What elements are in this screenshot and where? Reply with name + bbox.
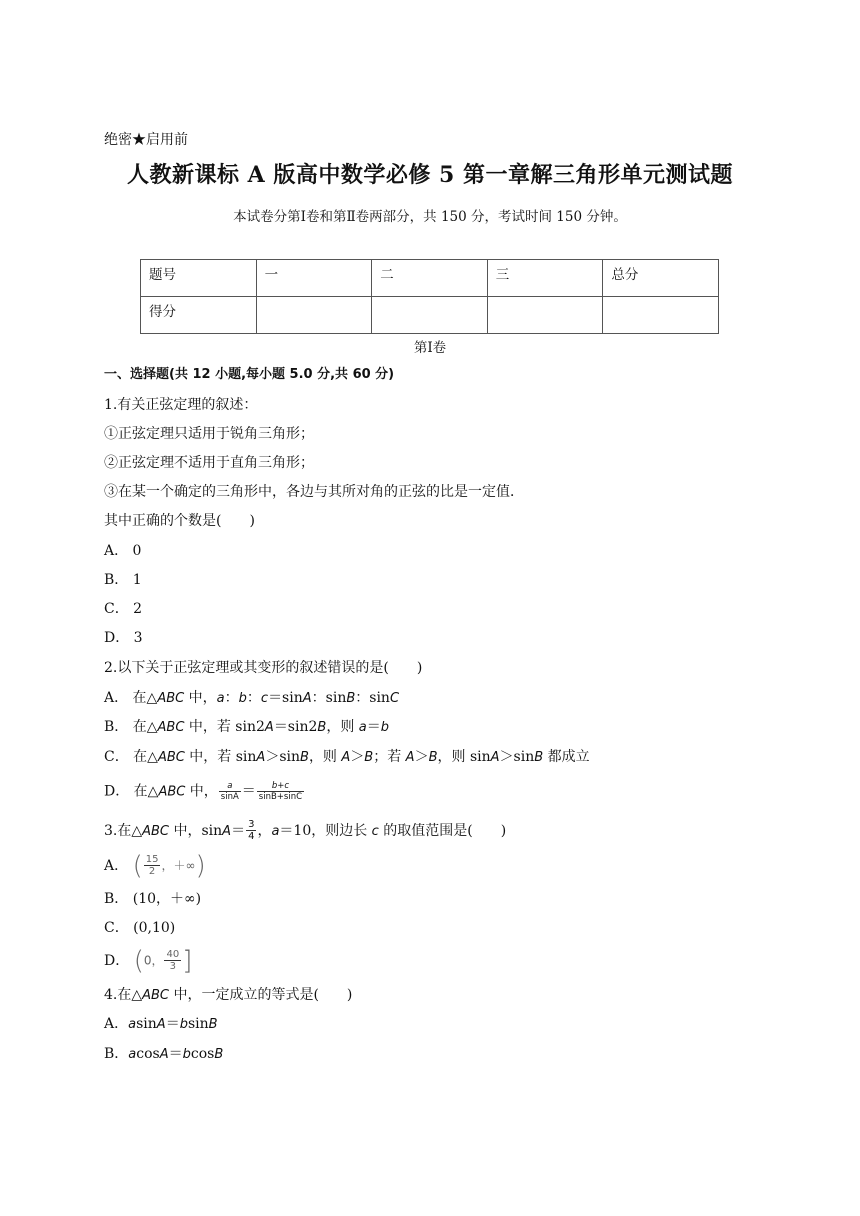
math-var: ABC (157, 720, 185, 735)
table-cell: 题号 (141, 260, 257, 297)
table-cell[interactable] (372, 297, 488, 334)
q1-option-b[interactable]: B． 1 (104, 572, 142, 588)
math-var: A (159, 1047, 169, 1062)
fraction-denominator: sinB+sinC (258, 791, 303, 802)
q2-option-b[interactable] (104, 718, 389, 737)
math-var: A (256, 750, 266, 765)
math-var: ABC (158, 784, 186, 800)
q4-option-b[interactable] (104, 1045, 223, 1064)
fraction (246, 820, 256, 842)
table-row (141, 297, 719, 334)
q1-statement-3: ③在某一个确定的三角形中，各边与其所对角的正弦的比是一定值． (104, 484, 524, 500)
math-var: a (216, 691, 225, 706)
table-cell[interactable] (603, 297, 719, 334)
left-paren-icon: ( (133, 946, 144, 976)
text: ，则 (308, 749, 342, 765)
interval-image (133, 946, 193, 976)
math-var: ABC (157, 750, 185, 765)
math-var: b (380, 720, 390, 735)
text: ＝sin2 (273, 719, 318, 735)
math-var: B (317, 720, 327, 735)
q3-option-d[interactable] (104, 946, 193, 976)
q2-option-c[interactable] (104, 748, 590, 767)
math-var: A (405, 750, 415, 765)
fraction-numerator: a (219, 782, 241, 792)
math-var: B (428, 750, 438, 765)
q4-stem (104, 986, 352, 1005)
interval-image (132, 851, 206, 881)
math-var: c (371, 824, 379, 839)
q2-option-a[interactable] (104, 689, 399, 708)
math-var: B (534, 750, 544, 765)
fraction (164, 950, 181, 972)
text: C． 在△ (104, 749, 158, 765)
table-cell: 三 (487, 260, 603, 297)
text: ＝10，则边长 (279, 823, 372, 839)
right-bracket-icon: ] (182, 946, 193, 976)
q1-option-a[interactable]: A． 0 (104, 543, 142, 559)
right-paren-icon: ) (195, 851, 206, 881)
q3-option-c[interactable]: C． (0,10) (104, 920, 176, 936)
q1-statement-1: ①正弦定理只适用于锐角三角形； (104, 426, 314, 442)
score-table (140, 259, 719, 334)
left-paren-icon: ( (132, 851, 143, 881)
fraction-denominator: 4 (248, 831, 255, 842)
table-cell: 二 (372, 260, 488, 297)
text: 中， (184, 690, 217, 706)
fraction-denominator: sinA (220, 791, 239, 802)
text: cos (190, 1046, 215, 1062)
q1-option-d[interactable]: D． 3 (104, 630, 143, 646)
q1-option-c[interactable]: C． 2 (104, 601, 143, 617)
math-var: A (222, 824, 232, 839)
math-var: A (156, 1017, 166, 1032)
q1-statement-2: ②正弦定理不适用于直角三角形； (104, 455, 314, 471)
math-var: A (302, 691, 312, 706)
table-cell: 得分 (141, 297, 257, 334)
text: ＞sin (499, 749, 535, 765)
text: ＝ (241, 783, 256, 800)
table-cell: 一 (256, 260, 372, 297)
math-var: b (182, 1047, 191, 1062)
math-var: C (389, 691, 400, 706)
text: D． 在△ (104, 783, 159, 800)
text: A． 在△ (104, 690, 158, 706)
fraction (219, 782, 241, 801)
math-var: B (364, 750, 374, 765)
text: 的取值范围是( ) (378, 823, 507, 839)
section-heading: 一、选择题(共 12 小题,每小题 5.0 分,共 60 分) (104, 367, 395, 382)
table-row (141, 260, 719, 297)
math-var: a (128, 1047, 137, 1062)
math-var: A (341, 750, 351, 765)
option-label: A． (104, 858, 129, 874)
text: ：sin (355, 690, 390, 706)
text: sin (136, 1016, 157, 1032)
q2-option-d[interactable] (104, 782, 305, 802)
volume-label: 第Ⅰ卷 (413, 340, 447, 356)
text: 中，sin (169, 823, 223, 839)
exam-title: 人教新课标 A 版高中数学必修 5 第一章解三角形单元测试题 (126, 162, 733, 188)
math-var: ABC (142, 824, 170, 839)
q3-stem (104, 820, 506, 842)
q3-option-b[interactable]: B． (10，＋∞) (104, 891, 202, 907)
text: 中，若 sin2 (184, 719, 265, 735)
q1-question: 其中正确的个数是( ) (104, 513, 255, 529)
q3-option-a[interactable] (104, 851, 206, 881)
math-var: A (490, 750, 500, 765)
confidential-mark: 绝密★启用前 (104, 132, 188, 148)
text: ＝sin (268, 690, 303, 706)
fraction (144, 855, 161, 877)
text: ；若 (373, 749, 406, 765)
text: B． 在△ (104, 719, 158, 735)
table-cell[interactable] (487, 297, 603, 334)
text: 中，一定成立的等式是( ) (169, 987, 353, 1003)
text: cos (136, 1046, 160, 1062)
q4-option-a[interactable] (104, 1015, 218, 1034)
fraction-denominator: 3 (169, 961, 177, 972)
text: sin (187, 1016, 209, 1032)
text: ＝ (231, 823, 246, 839)
text: 4.在△ (104, 987, 143, 1003)
math-var: B (346, 691, 356, 706)
math-var: a (358, 720, 367, 735)
fraction-denominator: 2 (148, 866, 156, 877)
math-var: ABC (142, 988, 170, 1003)
text: ＞sin (265, 749, 301, 765)
text: ，则 (326, 719, 359, 735)
text: ，则 sin (437, 749, 491, 765)
text: ＞ (350, 749, 365, 765)
math-var: A (264, 720, 274, 735)
math-var: a (271, 824, 280, 839)
text: ： (246, 690, 261, 706)
math-var: c (260, 691, 269, 706)
interval-rest: ，＋∞ (161, 858, 196, 873)
text: ＝ (168, 1046, 183, 1062)
math-var: B (208, 1017, 218, 1032)
text: ＞ (414, 749, 429, 765)
exam-subtitle: 本试卷分第Ⅰ卷和第Ⅱ卷两部分，共 150 分，考试时间 150 分钟。 (233, 209, 627, 225)
q2-stem: 2.以下关于正弦定理或其变形的叙述错误的是( ) (104, 660, 423, 676)
fraction-numerator: 40 (166, 949, 180, 960)
text: 中， (185, 783, 218, 800)
fraction-numerator: b+c (257, 782, 304, 792)
option-label: B． (104, 1046, 129, 1062)
text: ＝ (165, 1016, 180, 1032)
text: 中，若 sin (184, 749, 257, 765)
q1-stem: 1.有关正弦定理的叙述： (104, 397, 258, 413)
text: ：sin (311, 690, 347, 706)
text: 3.在△ (104, 823, 143, 839)
math-var: b (179, 1017, 188, 1032)
math-var: B (300, 750, 309, 765)
option-label: D． (104, 953, 130, 969)
table-cell: 总分 (603, 260, 719, 297)
text: ： (224, 690, 239, 706)
text: ＝ (366, 719, 381, 735)
table-cell[interactable] (256, 297, 372, 334)
math-var: ABC (157, 691, 185, 706)
interval-start: 0， (143, 953, 164, 968)
option-label: A． (104, 1016, 129, 1032)
math-var: B (214, 1047, 224, 1062)
fraction-numerator: 3 (248, 819, 255, 830)
text: ， (257, 823, 272, 839)
math-var: b (238, 691, 247, 706)
math-var: a (128, 1017, 137, 1032)
text: 都成立 (543, 749, 590, 765)
fraction (257, 782, 304, 801)
fraction-numerator: 15 (145, 854, 159, 865)
